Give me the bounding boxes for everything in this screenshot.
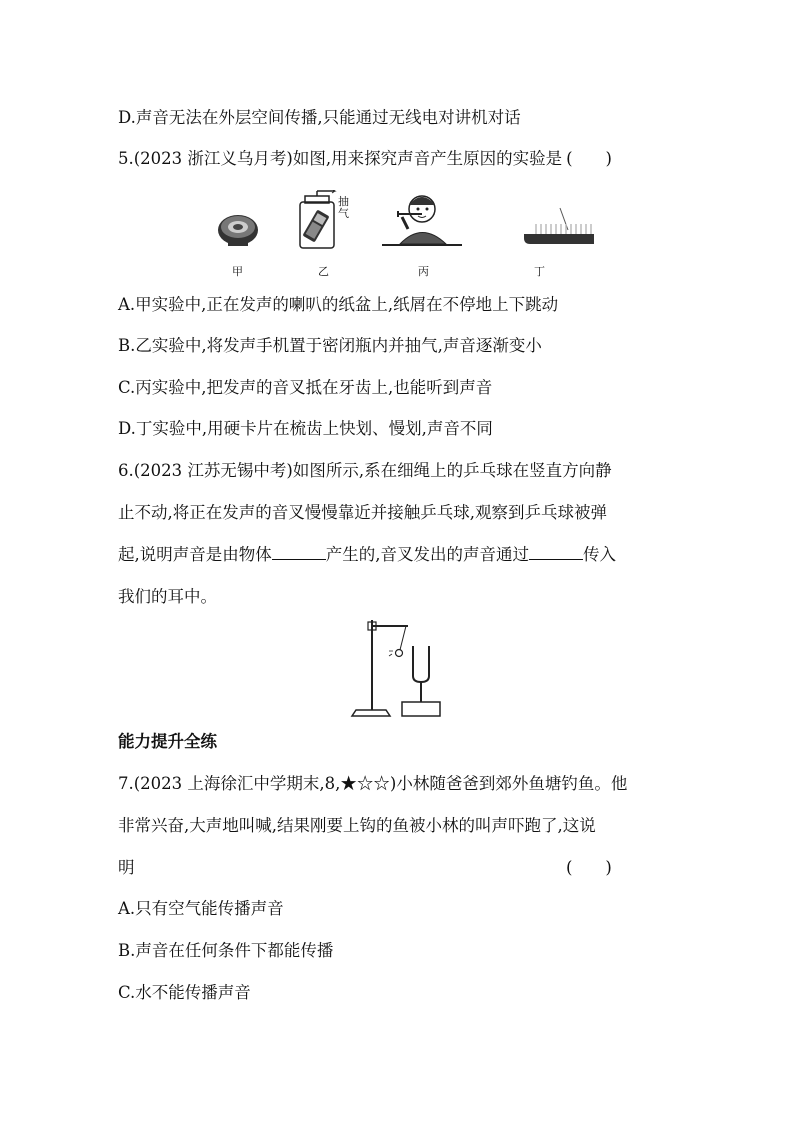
answer-blank-2[interactable] — [529, 545, 583, 560]
q6-line4: 我们的耳中。 — [118, 587, 217, 606]
speaker-figure — [214, 206, 262, 248]
q7-line3: 明 — [118, 858, 135, 877]
q7-option-a: A.只有空气能传播声音 — [118, 899, 284, 918]
jar-pump-label: 抽气 — [338, 195, 349, 220]
q5-option-a: A.甲实验中,正在发声的喇叭的纸盆上,纸屑在不停地上下跳动 — [118, 295, 559, 314]
q7-option-b: B.声音在任何条件下都能传播 — [118, 941, 334, 960]
q7-line1: 7.(2023 上海徐汇中学期末,8,★☆☆)小林随爸爸到郊外鱼塘钓鱼。他 — [118, 774, 628, 793]
q6-line1: 6.(2023 江苏无锡中考)如图所示,系在细绳上的乒乓球在竖直方向静 — [118, 461, 612, 480]
q4-option-d: D.声音无法在外层空间传播,只能通过无线电对讲机对话 — [118, 108, 521, 127]
q5-option-d: D.丁实验中,用硬卡片在梳齿上快划、慢划,声音不同 — [118, 419, 493, 438]
answer-blank-1[interactable] — [272, 545, 326, 560]
q6-line3-part2: 产生的,音叉发出的声音通过 — [325, 545, 529, 564]
q5-option-c: C.丙实验中,把发声的音叉抵在牙齿上,也能听到声音 — [118, 378, 493, 397]
figure-label-yi: 乙 — [318, 265, 329, 278]
q5-option-b: B.乙实验中,将发声手机置于密闭瓶内并抽气,声音逐渐变小 — [118, 336, 542, 355]
q6-line2: 止不动,将正在发声的音叉慢慢靠近并接触乒乓球,观察到乒乓球被弹 — [118, 503, 607, 522]
figure-label-ding: 丁 — [534, 265, 545, 278]
q6-line3-part1: 起,说明声音是由物体 — [118, 545, 272, 564]
tuning-fork-pingpong-figure — [350, 616, 446, 720]
q7-line2: 非常兴奋,大声地叫喊,结果刚要上钩的鱼被小林的叫声吓跑了,这说 — [118, 816, 596, 835]
comb-card-figure — [522, 206, 598, 250]
q7-answer-paren: ( ) — [566, 858, 612, 877]
figure-label-bing: 丙 — [418, 265, 429, 278]
q5-answer-paren: ( ) — [566, 149, 612, 168]
q7-option-c: C.水不能传播声音 — [118, 983, 251, 1002]
boy-tuning-fork-figure — [378, 187, 466, 253]
q5-stem — [118, 148, 612, 170]
section-title: 能力提升全练 — [118, 732, 217, 751]
figure-label-jia: 甲 — [232, 265, 243, 278]
q6-line3-part3: 传入 — [583, 545, 616, 564]
q6-line3 — [118, 544, 616, 566]
q5-stem-text: 5.(2023 浙江义乌月考)如图,用来探究声音产生原因的实验是 — [118, 149, 563, 168]
